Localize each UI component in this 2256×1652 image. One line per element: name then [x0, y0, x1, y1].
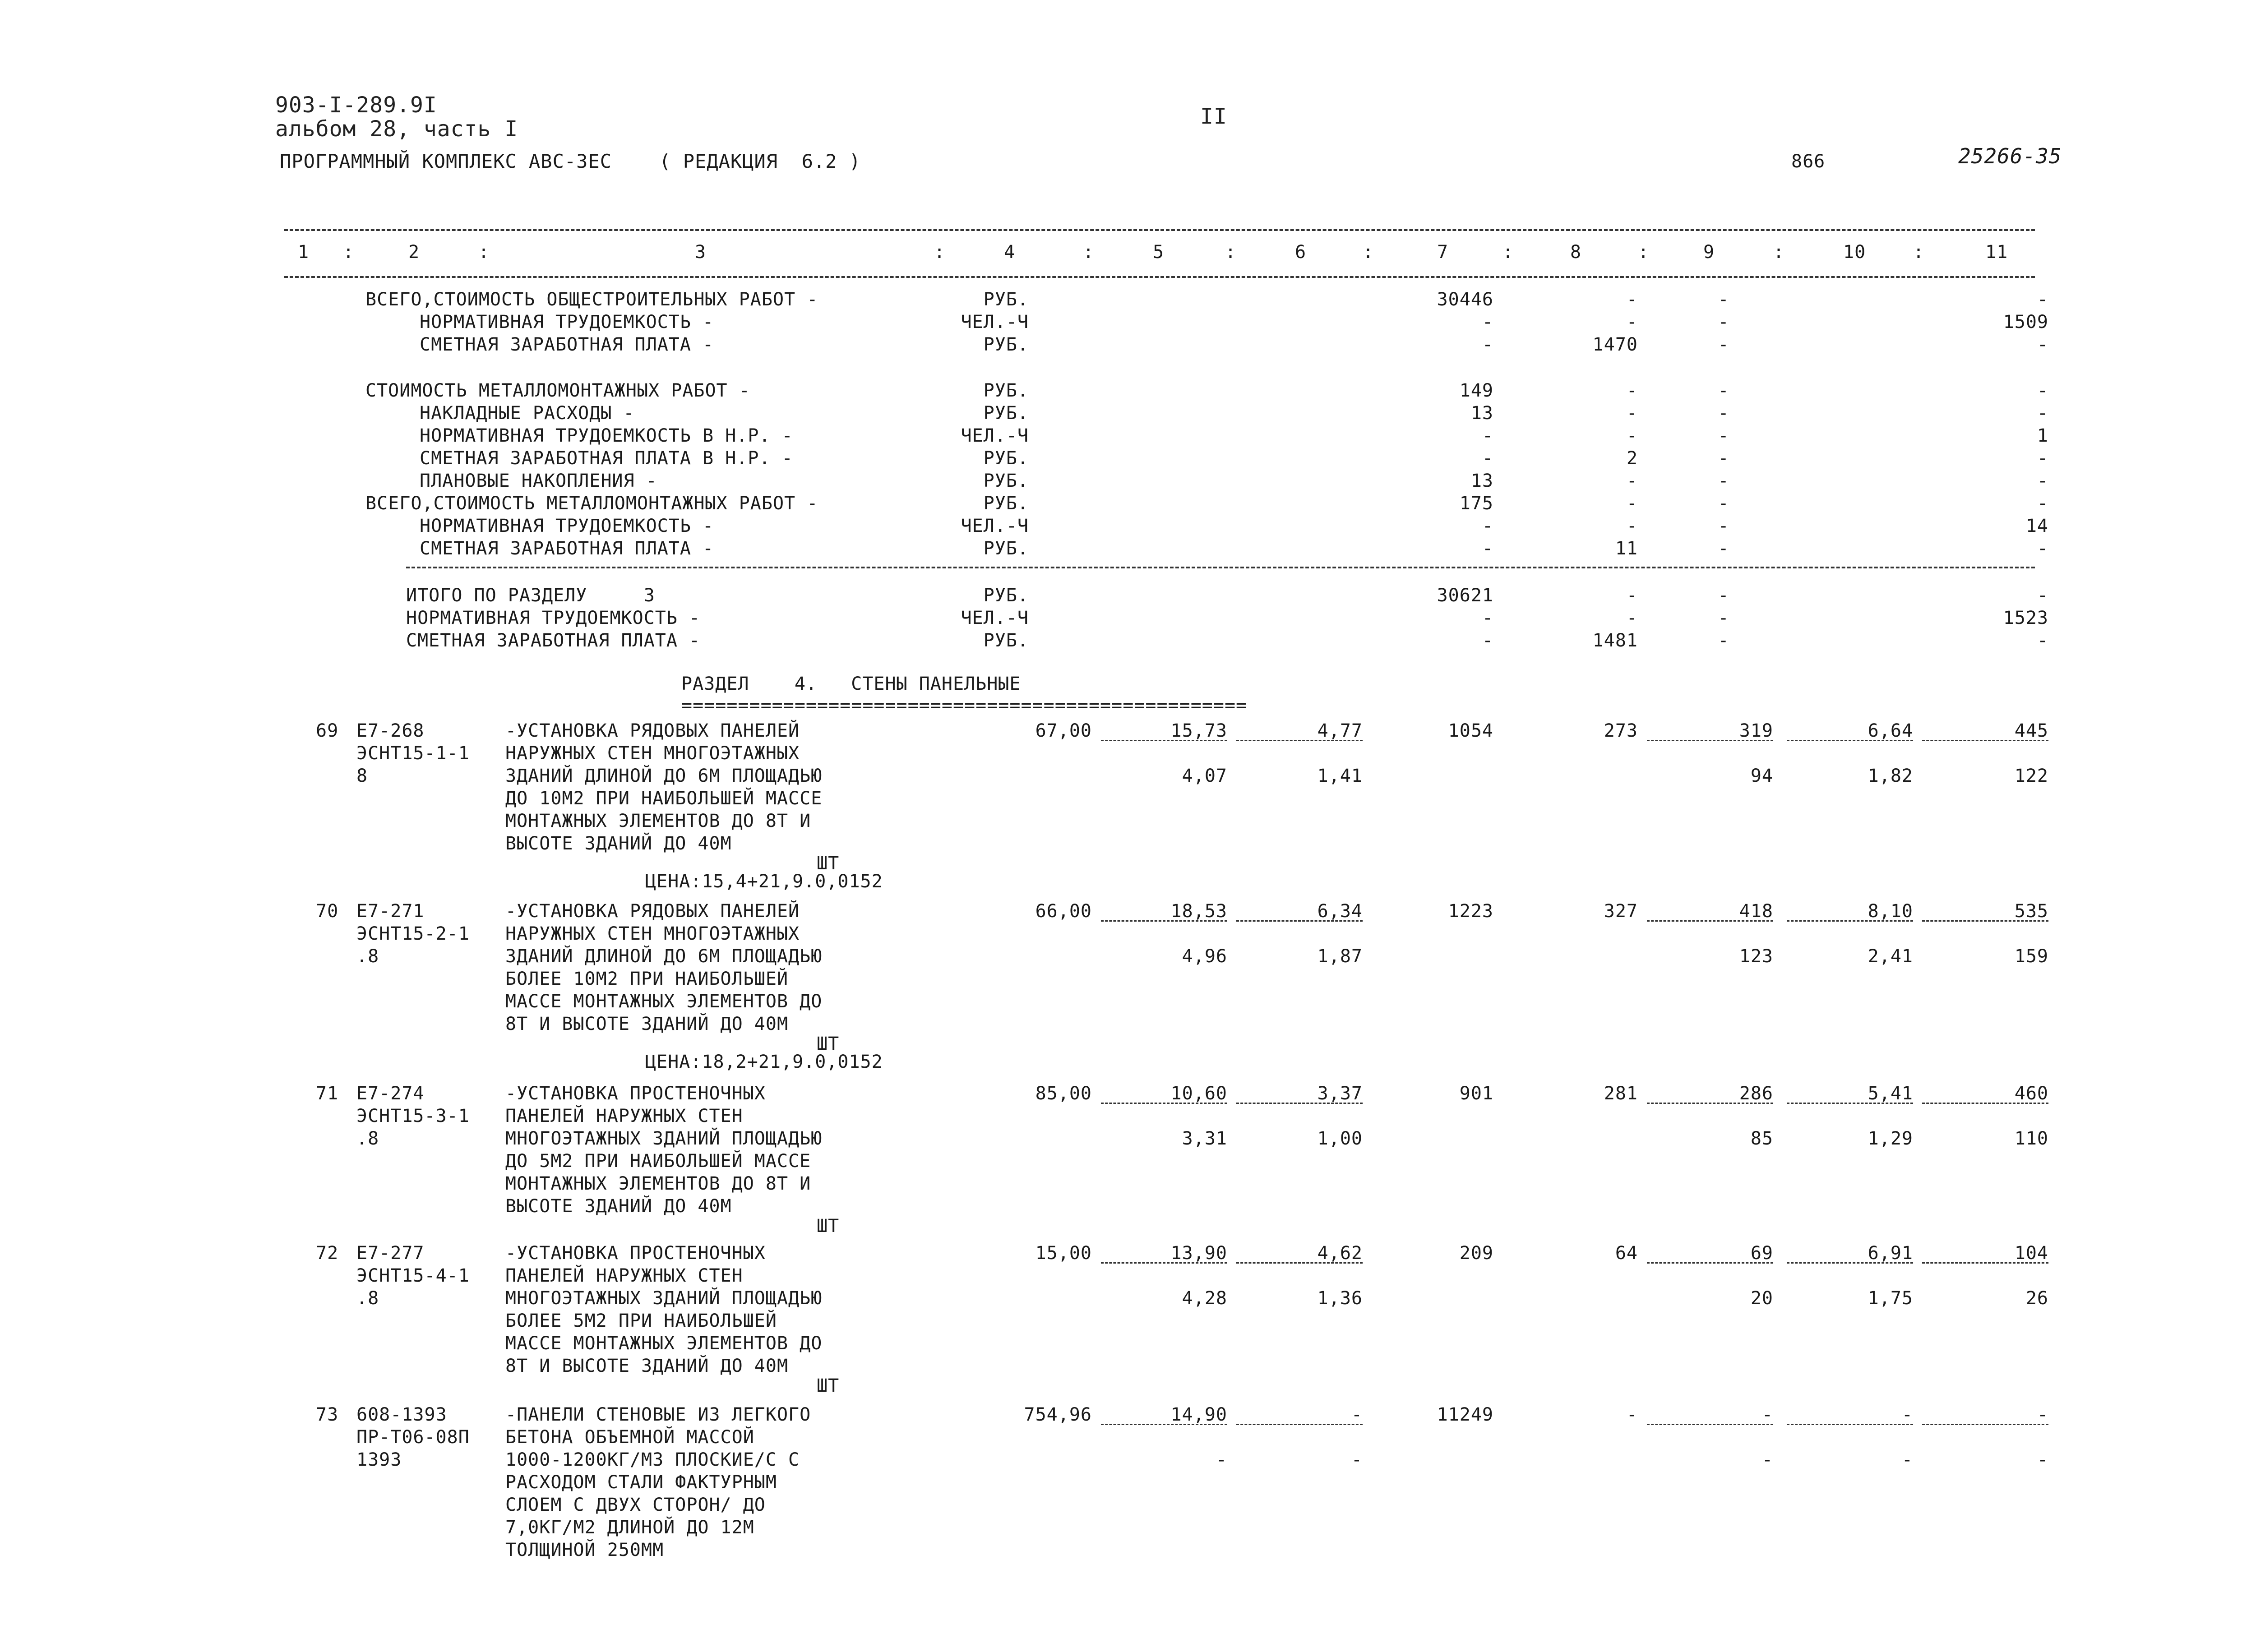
summary-unit: РУБ. [983, 289, 1029, 310]
doc-code: 903-I-289.9I [275, 92, 437, 118]
item-wages: 281 [1604, 1083, 1638, 1104]
column-header-10: 10 [1843, 242, 1866, 263]
summary-col9: - [1718, 538, 1729, 559]
item-description: ЗДАНИЙ ДЛИНОЙ ДО 6М ПЛОЩАДЬЮ [505, 946, 823, 967]
total-col7: - [1482, 608, 1493, 628]
item-unit-wage: 4,07 [1182, 766, 1227, 786]
total-col8: 1481 [1592, 630, 1638, 651]
item-code: 608-1393 [356, 1404, 447, 1425]
item-unit: ШТ [817, 1375, 840, 1396]
summary-col7: 30446 [1437, 289, 1493, 310]
fraction-bar [1922, 1103, 2048, 1104]
item-code: 1393 [356, 1449, 402, 1470]
item-unit-machine-wage: 1,41 [1317, 766, 1363, 786]
item-code: ЭСНТ15-2-1 [356, 923, 470, 944]
item-unit-wage: 4,28 [1182, 1288, 1227, 1309]
item-description: ДО 5М2 ПРИ НАИБОЛЬШЕЙ МАССЕ [505, 1151, 811, 1172]
total-label: НОРМАТИВНАЯ ТРУДОЕМКОСТЬ - [406, 608, 701, 628]
item-unit-machine-wage: 1,36 [1317, 1288, 1363, 1309]
item-code: ПР-Т06-08П [356, 1427, 470, 1448]
item-unit-operation: 3,37 [1317, 1083, 1363, 1104]
column-header-7: 7 [1437, 242, 1449, 263]
item-operation-cost: 286 [1739, 1083, 1773, 1104]
item-wages: 273 [1604, 720, 1638, 741]
item-description: -УСТАНОВКА РЯДОВЫХ ПАНЕЛЕЙ [505, 901, 800, 922]
item-unit-wage: - [1216, 1449, 1227, 1470]
item-description: МАССЕ МОНТАЖНЫХ ЭЛЕМЕНТОВ ДО [505, 1333, 823, 1354]
summary-col9: - [1718, 516, 1729, 536]
item-code: 8 [356, 766, 368, 786]
fraction-bar [1922, 740, 2048, 741]
item-description: БЕТОНА ОБЪЕМНОЙ МАССОЙ [505, 1427, 754, 1448]
total-unit: РУБ. [983, 585, 1029, 606]
total-col7: 30621 [1437, 585, 1493, 606]
summary-col11: - [2037, 289, 2048, 310]
summary-label: СТОИМОСТЬ МЕТАЛЛОМОНТАЖНЫХ РАБОТ - [365, 380, 750, 401]
item-machine-wage: 85 [1750, 1128, 1773, 1149]
summary-col8: 1470 [1592, 334, 1638, 355]
item-wages: 64 [1615, 1243, 1638, 1264]
summary-col7: - [1482, 312, 1493, 332]
item-code: Е7-277 [356, 1243, 425, 1264]
item-labor-total: 104 [2014, 1243, 2048, 1264]
summary-col7: 175 [1459, 493, 1493, 514]
item-quantity: 754,96 [1024, 1404, 1092, 1425]
summary-label: НОРМАТИВНАЯ ТРУДОЕМКОСТЬ - [420, 312, 714, 332]
item-total-cost: 209 [1459, 1243, 1493, 1264]
item-unit: ШТ [817, 1216, 840, 1237]
item-description: -УСТАНОВКА РЯДОВЫХ ПАНЕЛЕЙ [505, 720, 800, 741]
summary-col8: - [1626, 380, 1638, 401]
fraction-bar [1101, 1103, 1227, 1104]
item-machine-wage: 94 [1750, 766, 1773, 786]
summary-col7: - [1482, 334, 1493, 355]
summary-col7: - [1482, 448, 1493, 469]
summary-unit: ЧЕЛ.-Ч [961, 312, 1029, 332]
item-total-cost: 11249 [1437, 1404, 1493, 1425]
fraction-bar [1922, 1424, 2048, 1425]
total-unit: РУБ. [983, 630, 1029, 651]
summary-label: ПЛАНОВЫЕ НАКОПЛЕНИЯ - [420, 471, 657, 491]
summary-col9: - [1718, 312, 1729, 332]
item-description: 7,0КГ/М2 ДЛИНОЙ ДО 12М [505, 1517, 754, 1538]
item-unit-operation: 4,77 [1317, 720, 1363, 741]
item-price-formula: ЦЕНА:18,2+21,9.0,0152 [645, 1052, 883, 1072]
item-code: .8 [356, 1128, 379, 1149]
summary-col8: - [1626, 516, 1638, 536]
total-col11: - [2037, 585, 2048, 606]
total-col9: - [1718, 608, 1729, 628]
item-total-cost: 1054 [1448, 720, 1493, 741]
item-description: МНОГОЭТАЖНЫХ ЗДАНИЙ ПЛОЩАДЬЮ [505, 1288, 823, 1309]
column-separator: : [1083, 242, 1095, 263]
total-col8: - [1626, 585, 1638, 606]
column-separator: : [1502, 242, 1514, 263]
item-number: 70 [316, 901, 339, 922]
item-unit: ШТ [817, 853, 840, 874]
summary-col8: - [1626, 312, 1638, 332]
summary-col7: 13 [1470, 403, 1493, 424]
fraction-bar [1787, 1262, 1913, 1264]
item-labor-unit: - [1901, 1404, 1913, 1425]
item-unit-machine-wage: 1,00 [1317, 1128, 1363, 1149]
section-title: РАЗДЕЛ 4. СТЕНЫ ПАНЕЛЬНЫЕ [681, 674, 1021, 694]
item-number: 72 [316, 1243, 339, 1264]
item-number: 71 [316, 1083, 339, 1104]
item-labor-total: 460 [2014, 1083, 2048, 1104]
summary-col8: - [1626, 493, 1638, 514]
summary-label: СМЕТНАЯ ЗАРАБОТНАЯ ПЛАТА - [420, 334, 714, 355]
table-header-rule [284, 276, 2035, 278]
fraction-bar [1647, 1262, 1773, 1264]
table-top-rule [284, 229, 2035, 231]
item-description: -УСТАНОВКА ПРОСТЕНОЧНЫХ [505, 1083, 766, 1104]
item-description: МНОГОЭТАЖНЫХ ЗДАНИЙ ПЛОЩАДЬЮ [505, 1128, 823, 1149]
total-col7: - [1482, 630, 1493, 651]
item-labor-unit: 6,64 [1868, 720, 1913, 741]
summary-unit: РУБ. [983, 493, 1029, 514]
summary-col9: - [1718, 448, 1729, 469]
item-unit-cost: 15,73 [1170, 720, 1227, 741]
item-labor-total: - [2037, 1404, 2048, 1425]
summary-unit: РУБ. [983, 403, 1029, 424]
item-unit-operation: 4,62 [1317, 1243, 1363, 1264]
item-labor-machine-unit: 1,82 [1868, 766, 1913, 786]
summary-unit: РУБ. [983, 380, 1029, 401]
item-labor-machine-unit: 2,41 [1868, 946, 1913, 967]
column-header-6: 6 [1295, 242, 1307, 263]
fraction-bar [1787, 920, 1913, 922]
summary-col8: - [1626, 289, 1638, 310]
item-code: ЭСНТ15-4-1 [356, 1265, 470, 1286]
fraction-bar [1236, 1424, 1363, 1425]
item-description: ВЫСОТЕ ЗДАНИЙ ДО 40М [505, 1196, 732, 1217]
column-header-8: 8 [1570, 242, 1582, 263]
fraction-bar [1647, 740, 1773, 741]
item-labor-machine-total: 110 [2014, 1128, 2048, 1149]
fraction-bar [1647, 1103, 1773, 1104]
section-total-rule [406, 567, 2035, 568]
item-description: МОНТАЖНЫХ ЭЛЕМЕНТОВ ДО 8Т И [505, 811, 811, 831]
total-label: СМЕТНАЯ ЗАРАБОТНАЯ ПЛАТА - [406, 630, 701, 651]
item-code: ЭСНТ15-3-1 [356, 1106, 470, 1126]
item-labor-unit: 5,41 [1868, 1083, 1913, 1104]
item-code: .8 [356, 946, 379, 967]
summary-col9: - [1718, 380, 1729, 401]
column-separator: : [1638, 242, 1650, 263]
item-labor-unit: 8,10 [1868, 901, 1913, 922]
summary-col11: 14 [2025, 516, 2048, 536]
item-description: 8Т И ВЫСОТЕ ЗДАНИЙ ДО 40М [505, 1356, 789, 1376]
item-unit-cost: 14,90 [1170, 1404, 1227, 1425]
summary-unit: РУБ. [983, 334, 1029, 355]
summary-unit: ЧЕЛ.-Ч [961, 516, 1029, 536]
summary-col11: - [2037, 538, 2048, 559]
item-total-cost: 901 [1459, 1083, 1493, 1104]
item-labor-machine-unit: 1,29 [1868, 1128, 1913, 1149]
summary-col11: - [2037, 471, 2048, 491]
item-labor-machine-unit: 1,75 [1868, 1288, 1913, 1309]
summary-col8: - [1626, 471, 1638, 491]
item-unit-wage: 4,96 [1182, 946, 1227, 967]
column-header-11: 11 [1985, 242, 2008, 263]
summary-label: СМЕТНАЯ ЗАРАБОТНАЯ ПЛАТА В Н.Р. - [420, 448, 793, 469]
summary-col7: - [1482, 425, 1493, 446]
item-description: ТОЛЩИНОЙ 250ММ [505, 1540, 664, 1560]
fraction-bar [1236, 1103, 1363, 1104]
item-code: Е7-274 [356, 1083, 425, 1104]
item-description: НАРУЖНЫХ СТЕН МНОГОЭТАЖНЫХ [505, 743, 800, 764]
item-unit-machine-wage: 1,87 [1317, 946, 1363, 967]
item-code: .8 [356, 1288, 379, 1309]
summary-label: НОРМАТИВНАЯ ТРУДОЕМКОСТЬ - [420, 516, 714, 536]
column-header-1: 1 [298, 242, 310, 263]
total-col11: - [2037, 630, 2048, 651]
item-labor-machine-total: 26 [2025, 1288, 2048, 1309]
fraction-bar [1787, 740, 1913, 741]
summary-col8: - [1626, 403, 1638, 424]
item-code: ЭСНТ15-1-1 [356, 743, 470, 764]
summary-col9: - [1718, 471, 1729, 491]
item-unit-cost: 13,90 [1170, 1243, 1227, 1264]
summary-col7: 149 [1459, 380, 1493, 401]
item-machine-wage: 20 [1750, 1288, 1773, 1309]
summary-col11: - [2037, 403, 2048, 424]
summary-col11: - [2037, 380, 2048, 401]
item-machine-wage: 123 [1739, 946, 1773, 967]
summary-col11: - [2037, 493, 2048, 514]
item-operation-cost: 69 [1750, 1243, 1773, 1264]
summary-col8: - [1626, 425, 1638, 446]
item-description: МАССЕ МОНТАЖНЫХ ЭЛЕМЕНТОВ ДО [505, 991, 823, 1012]
item-wages: 327 [1604, 901, 1638, 922]
summary-col11: - [2037, 334, 2048, 355]
total-col11: 1523 [2003, 608, 2048, 628]
summary-unit: ЧЕЛ.-Ч [961, 425, 1029, 446]
code-mid: 866 [1791, 151, 1826, 172]
item-labor-total: 535 [2014, 901, 2048, 922]
item-description: ДО 10М2 ПРИ НАИБОЛЬШЕЙ МАССЕ [505, 788, 823, 809]
column-separator: : [1225, 242, 1237, 263]
item-number: 73 [316, 1404, 339, 1425]
item-description: РАСХОДОМ СТАЛИ ФАКТУРНЫМ [505, 1472, 777, 1493]
item-description: 1000-1200КГ/М3 ПЛОСКИЕ/С С [505, 1449, 800, 1470]
summary-label: ВСЕГО,СТОИМОСТЬ МЕТАЛЛОМОНТАЖНЫХ РАБОТ - [365, 493, 818, 514]
column-header-3: 3 [695, 242, 707, 263]
column-header-9: 9 [1703, 242, 1715, 263]
item-labor-total: 445 [2014, 720, 2048, 741]
item-unit-operation: 6,34 [1317, 901, 1363, 922]
item-description: БОЛЕЕ 10М2 ПРИ НАИБОЛЬШЕЙ [505, 969, 789, 989]
item-description: ЗДАНИЙ ДЛИНОЙ ДО 6М ПЛОЩАДЬЮ [505, 766, 823, 786]
item-description: ВЫСОТЕ ЗДАНИЙ ДО 40М [505, 833, 732, 854]
summary-label: СМЕТНАЯ ЗАРАБОТНАЯ ПЛАТА - [420, 538, 714, 559]
summary-label: ВСЕГО,СТОИМОСТЬ ОБЩЕСТРОИТЕЛЬНЫХ РАБОТ - [365, 289, 818, 310]
item-description: СЛОЕМ С ДВУХ СТОРОН/ ДО [505, 1495, 766, 1515]
fraction-bar [1236, 1262, 1363, 1264]
item-unit-operation: - [1351, 1404, 1363, 1425]
summary-col11: 1 [2037, 425, 2048, 446]
column-separator: : [1773, 242, 1785, 263]
item-description: ПАНЕЛЕЙ НАРУЖНЫХ СТЕН [505, 1106, 743, 1126]
fraction-bar [1647, 920, 1773, 922]
summary-unit: РУБ. [983, 471, 1029, 491]
item-labor-machine-total: 159 [2014, 946, 2048, 967]
item-labor-machine-total: - [2037, 1449, 2048, 1470]
item-operation-cost: 418 [1739, 901, 1773, 922]
summary-col8: 2 [1626, 448, 1638, 469]
total-label: ИТОГО ПО РАЗДЕЛУ 3 [406, 585, 655, 606]
summary-col9: - [1718, 403, 1729, 424]
fraction-bar [1922, 1262, 2048, 1264]
program-title: ПРОГРАММНЫЙ КОМПЛЕКС АВС-3ЕС ( РЕДАКЦИЯ 6.2 ) [280, 150, 861, 172]
fraction-bar [1236, 920, 1363, 922]
item-unit-machine-wage: - [1351, 1449, 1363, 1470]
item-labor-machine-total: 122 [2014, 766, 2048, 786]
item-description: -ПАНЕЛИ СТЕНОВЫЕ ИЗ ЛЕГКОГО [505, 1404, 811, 1425]
column-separator: : [343, 242, 355, 263]
item-description: МОНТАЖНЫХ ЭЛЕМЕНТОВ ДО 8Т И [505, 1173, 811, 1194]
column-separator: : [1913, 242, 1925, 263]
summary-col11: - [2037, 448, 2048, 469]
fraction-bar [1101, 920, 1227, 922]
column-header-4: 4 [1004, 242, 1016, 263]
total-unit: ЧЕЛ.-Ч [961, 608, 1029, 628]
column-separator: : [1363, 242, 1374, 263]
summary-label: НАКЛАДНЫЕ РАСХОДЫ - [420, 403, 635, 424]
summary-unit: РУБ. [983, 448, 1029, 469]
fraction-bar [1101, 1424, 1227, 1425]
item-operation-cost: 319 [1739, 720, 1773, 741]
summary-col11: 1509 [2003, 312, 2048, 332]
total-col8: - [1626, 608, 1638, 628]
item-wages: - [1626, 1404, 1638, 1425]
item-description: НАРУЖНЫХ СТЕН МНОГОЭТАЖНЫХ [505, 923, 800, 944]
fraction-bar [1787, 1103, 1913, 1104]
fraction-bar [1787, 1424, 1913, 1425]
column-header-2: 2 [408, 242, 420, 263]
column-header-5: 5 [1153, 242, 1165, 263]
item-quantity: 67,00 [1035, 720, 1092, 741]
item-unit-cost: 10,60 [1170, 1083, 1227, 1104]
item-operation-cost: - [1761, 1404, 1773, 1425]
summary-col9: - [1718, 334, 1729, 355]
column-separator: : [934, 242, 946, 263]
total-col9: - [1718, 585, 1729, 606]
item-total-cost: 1223 [1448, 901, 1493, 922]
item-price-formula: ЦЕНА:15,4+21,9.0,0152 [645, 871, 883, 892]
summary-label: НОРМАТИВНАЯ ТРУДОЕМКОСТЬ В Н.Р. - [420, 425, 793, 446]
summary-col7: - [1482, 538, 1493, 559]
item-description: ПАНЕЛЕЙ НАРУЖНЫХ СТЕН [505, 1265, 743, 1286]
summary-col9: - [1718, 425, 1729, 446]
item-quantity: 85,00 [1035, 1083, 1092, 1104]
item-unit-cost: 18,53 [1170, 901, 1227, 922]
fraction-bar [1922, 920, 2048, 922]
summary-col7: 13 [1470, 471, 1493, 491]
total-col9: - [1718, 630, 1729, 651]
item-unit-wage: 3,31 [1182, 1128, 1227, 1149]
summary-col9: - [1718, 289, 1729, 310]
item-number: 69 [316, 720, 339, 741]
fraction-bar [1101, 1262, 1227, 1264]
code-right: 25266-35 [1958, 144, 2062, 168]
column-separator: : [478, 242, 490, 263]
item-labor-unit: 6,91 [1868, 1243, 1913, 1264]
item-quantity: 66,00 [1035, 901, 1092, 922]
item-labor-machine-unit: - [1901, 1449, 1913, 1470]
item-code: Е7-271 [356, 901, 425, 922]
item-description: -УСТАНОВКА ПРОСТЕНОЧНЫХ [505, 1243, 766, 1264]
fraction-bar [1101, 740, 1227, 741]
fraction-bar [1236, 740, 1363, 741]
item-machine-wage: - [1761, 1449, 1773, 1470]
item-description: БОЛЕЕ 5М2 ПРИ НАИБОЛЬШЕЙ [505, 1311, 777, 1331]
item-quantity: 15,00 [1035, 1243, 1092, 1264]
summary-unit: РУБ. [983, 538, 1029, 559]
album-label: альбом 28, часть I [275, 116, 518, 142]
item-unit: ШТ [817, 1034, 840, 1054]
item-code: Е7-268 [356, 720, 425, 741]
page-number: II [1200, 104, 1227, 129]
fraction-bar [1647, 1424, 1773, 1425]
section-title-underline: ================================================== [681, 695, 1248, 716]
summary-col9: - [1718, 493, 1729, 514]
summary-col7: - [1482, 516, 1493, 536]
summary-col8: 11 [1615, 538, 1638, 559]
item-description: 8Т И ВЫСОТЕ ЗДАНИЙ ДО 40М [505, 1014, 789, 1034]
